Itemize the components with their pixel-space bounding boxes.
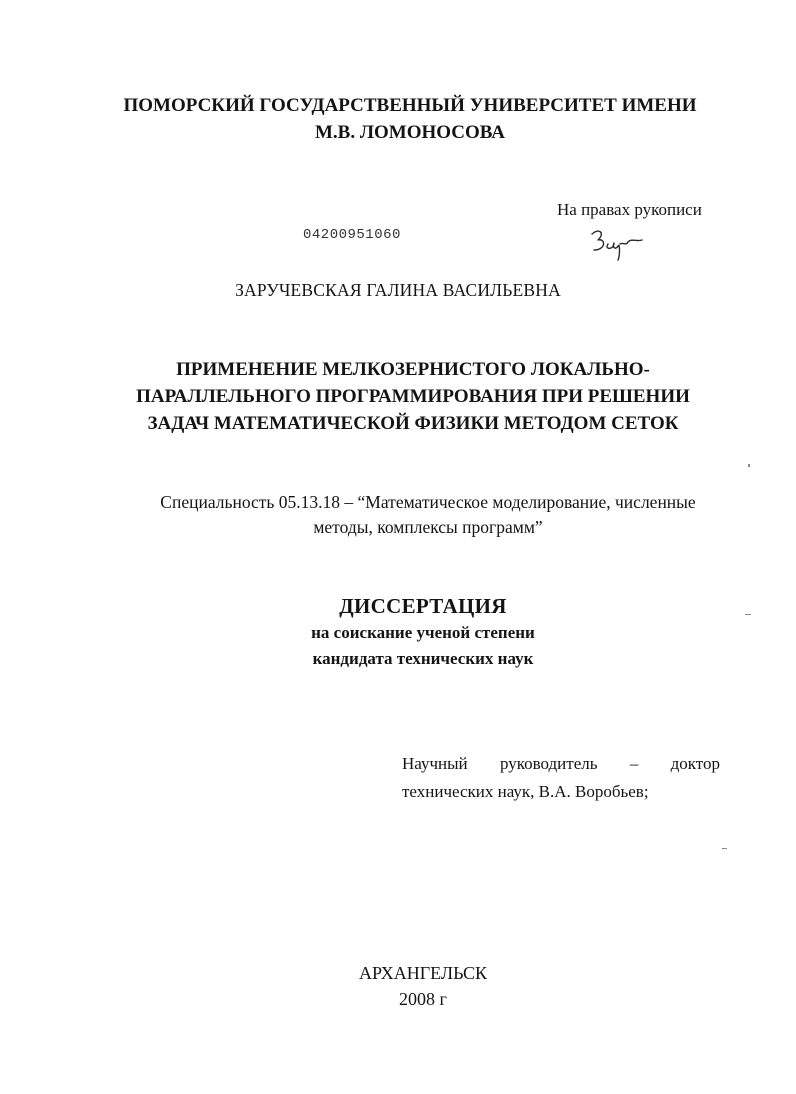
university-line-2: М.В. ЛОМОНОСОВА [315, 122, 505, 143]
scan-speck [722, 848, 727, 849]
handwritten-signature [584, 224, 644, 264]
city-name: АРХАНГЕЛЬСК [358, 963, 487, 983]
specialty-line-2: методы, комплексы программ” [313, 517, 543, 537]
library-code: 04200951060 [303, 227, 401, 243]
title-line-1: ПРИМЕНЕНИЕ МЕЛКОЗЕРНИСТОГО ЛОКАЛЬНО- [176, 359, 650, 380]
dissertation-title [100, 356, 726, 437]
degree-line-1: на соискание ученой степени [311, 623, 535, 642]
author-name: ЗАРУЧЕВСКАЯ ГАЛИНА ВАСИЛЬЕВНА [235, 280, 561, 300]
advisor-line-1 [402, 750, 720, 778]
specialty-line-1: Специальность 05.13.18 – “Математическое моделирование, численные [160, 492, 696, 512]
university-line-1: ПОМОРСКИЙ ГОСУДАРСТВЕННЫЙ УНИВЕРСИТЕТ ИМЕНИ [123, 95, 697, 116]
university-header [60, 92, 760, 146]
specialty-block [100, 490, 756, 540]
advisor-word-4: доктор [670, 754, 720, 773]
degree-block [200, 620, 646, 672]
footer-block [200, 960, 646, 1012]
degree-line-2: кандидата технических наук [312, 649, 534, 668]
dissertation-heading: ДИССЕРТАЦИЯ [339, 594, 507, 618]
advisor-block [402, 750, 720, 806]
year: 2008 г [399, 989, 447, 1009]
manuscript-note: На правах рукописи [557, 200, 702, 219]
title-line-2: ПАРАЛЛЕЛЬНОГО ПРОГРАММИРОВАНИЯ ПРИ РЕШЕНИИ [136, 386, 690, 407]
scan-speck [745, 614, 751, 615]
advisor-line-2: технических наук, В.А. Воробьев; [402, 782, 649, 801]
advisor-word-2: руководитель [499, 754, 598, 773]
scan-speck [748, 464, 750, 467]
advisor-word-1: Научный [402, 754, 468, 773]
advisor-dash: – [629, 754, 639, 773]
title-line-3: ЗАДАЧ МАТЕМАТИЧЕСКОЙ ФИЗИКИ МЕТОДОМ СЕТОК [147, 413, 679, 434]
